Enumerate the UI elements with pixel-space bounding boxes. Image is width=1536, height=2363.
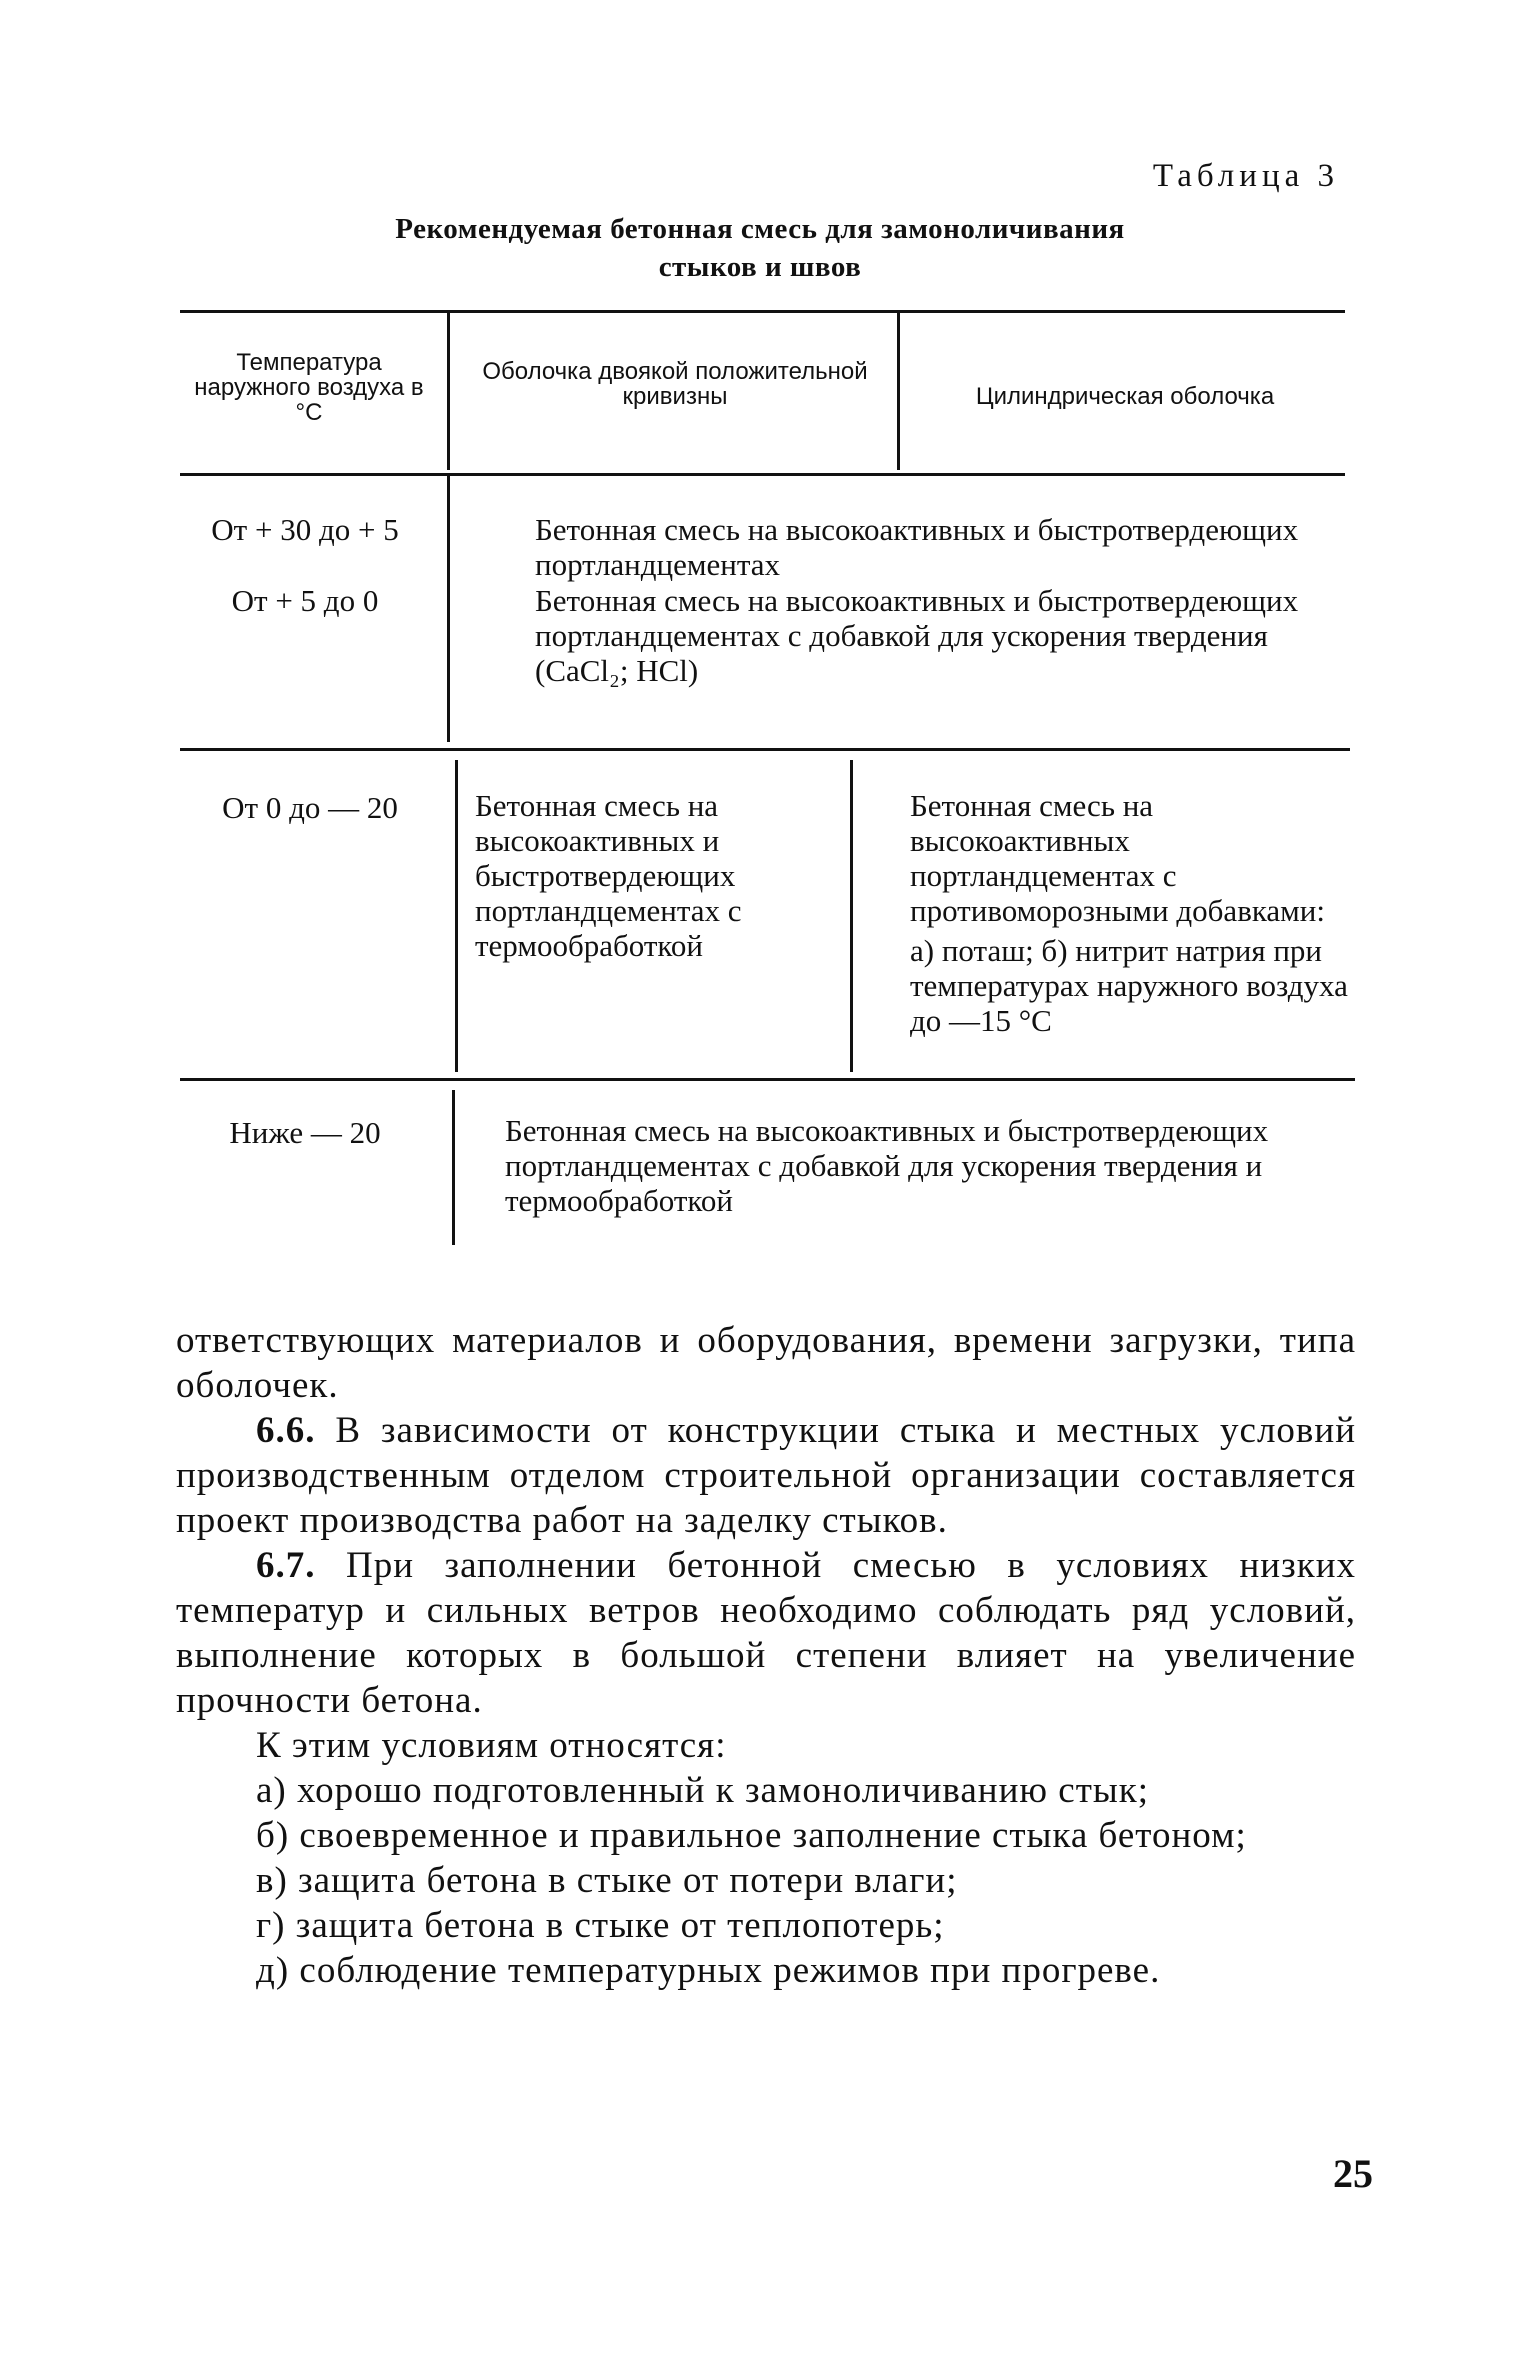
row-1-temperature: От + 30 до + 5 xyxy=(211,512,399,547)
header-cylindrical-shell: Цилиндрическая оболочка xyxy=(975,383,1275,410)
condition-b: б) своевременное и правильное заполнение стыка бетоном; xyxy=(256,1815,1247,1856)
row-divider-2a xyxy=(455,760,458,1072)
table-title xyxy=(180,210,1340,286)
paragraph-6-6-text: В зависимости от конструкции стыка и местных условий производственным отделом строительной организации составляется проект производства работ на заделку стыков. xyxy=(176,1410,1356,1541)
condition-a: а) хорошо подготовленный к замоноличиванию стык; xyxy=(256,1770,1149,1811)
section-rule-2 xyxy=(180,1078,1355,1081)
table-top-rule xyxy=(180,310,1345,313)
paragraph-6-7-text: При заполнении бетонной смесью в условиях низких температур и сильных ветров необходимо соблюдать ряд условий, выполнение которых в большой степени влияет на увеличение прочности бетона. xyxy=(176,1545,1356,1721)
clause-number-6-7: 6.7. xyxy=(256,1545,316,1586)
table-title-line-1: Рекомендуемая бетонная смесь для замоноличивания xyxy=(395,213,1125,245)
clause-number-6-6: 6.6. xyxy=(256,1410,316,1451)
row-3-temperature: От 0 до — 20 xyxy=(222,790,398,825)
table-title-line-2: стыков и швов xyxy=(658,251,862,283)
row-2-text: Бетонная смесь на высокоактивных и быстротвердеющих портландцементах с добавкой для ускорения твердения (CaCl₂; HCl) xyxy=(535,583,1299,688)
row-4-text: Бетонная смесь на высокоактивных и быстротвердеющих портландцементах с добавкой для ускорения твердения и термообработкой xyxy=(505,1113,1269,1218)
row-divider-1 xyxy=(447,476,450,742)
row-divider-3 xyxy=(452,1090,455,1245)
section-rule-1 xyxy=(180,748,1350,751)
condition-d: г) защита бетона в стыке от теплопотерь; xyxy=(256,1905,945,1946)
paragraph-6-7 xyxy=(176,1543,1356,1723)
page-number: 25 xyxy=(1333,2151,1373,2196)
paragraph-6-6 xyxy=(176,1408,1356,1543)
row-3-double-curvature: Бетонная смесь на высокоактивных и быстротвердеющих портландцементах с термообработкой xyxy=(475,788,742,963)
row-3-cylindrical-b: а) поташ; б) нитрит натрия при температурах наружного воздуха до —15 °С xyxy=(910,933,1348,1038)
header-divider-1 xyxy=(447,312,450,470)
row-1-text: Бетонная смесь на высокоактивных и быстротвердеющих портландцементах xyxy=(535,512,1299,582)
row-divider-2b xyxy=(850,760,853,1072)
body-text xyxy=(176,1318,1356,1993)
header-divider-2 xyxy=(897,312,900,470)
table-label: Таблица 3 xyxy=(1152,158,1339,194)
condition-e: д) соблюдение температурных режимов при прогреве. xyxy=(256,1950,1161,1991)
header-bottom-rule xyxy=(180,473,1345,476)
conditions-intro: К этим условиям относятся: xyxy=(256,1725,727,1766)
row-2-temperature: От + 5 до 0 xyxy=(231,583,379,618)
condition-c: в) защита бетона в стыке от потери влаги; xyxy=(256,1860,958,1901)
header-double-curvature-shell: Оболочка двоякой положительной кривизны xyxy=(482,358,868,410)
row-3-cylindrical-a: Бетонная смесь на высокоактивных портландцементах с противоморозными добавками: xyxy=(910,788,1326,928)
header-temperature: Температура наружного воздуха в °С xyxy=(194,349,424,426)
paragraph-continuation: ответствующих материалов и оборудования, времени загрузки, типа оболочек. xyxy=(176,1320,1356,1406)
row-4-temperature: Ниже — 20 xyxy=(229,1115,381,1150)
